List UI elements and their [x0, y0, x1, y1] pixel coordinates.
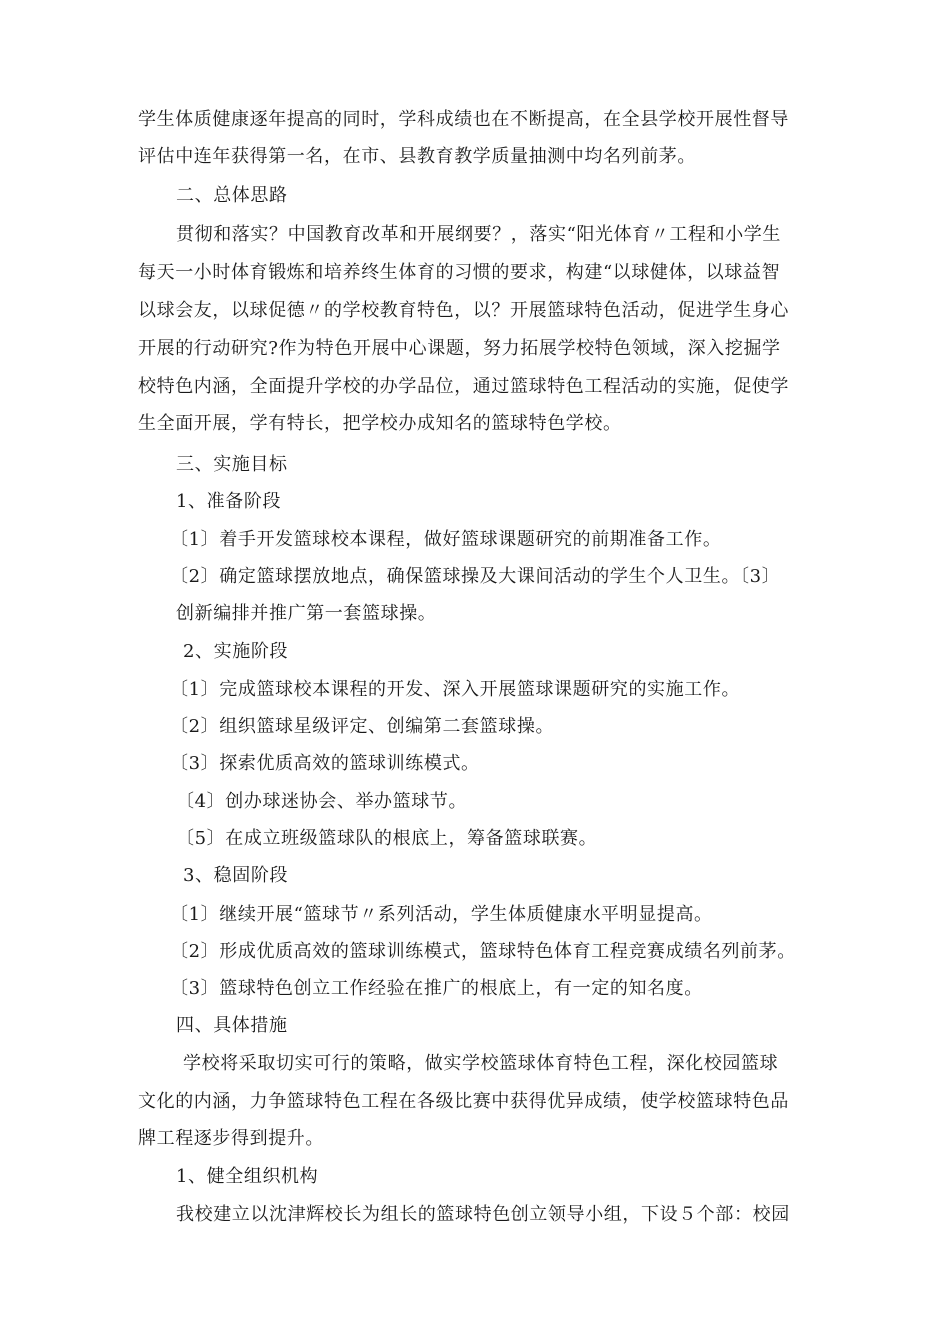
text-line: 我校建立以沈津辉校长为组长的篮球特色创立领导小组，下设５个部：校园: [176, 1204, 790, 1225]
list-item: 〔5〕在成立班级篮球队的根底上，筹备篮球联赛。: [176, 828, 598, 849]
list-item: 〔1〕着手开发篮球校本课程，做好篮球课题研究的前期准备工作。: [170, 529, 722, 550]
section-heading: 二、总体思路: [176, 185, 288, 206]
list-item: 〔2〕组织篮球星级评定、创编第二套篮球操。: [170, 716, 555, 737]
text-line: 文化的内涵，力争篮球特色工程在各级比赛中获得优异成绩，使学校篮球特色品: [138, 1091, 789, 1112]
subsection-heading: 3、稳固阶段: [183, 865, 289, 886]
text-line: 每天一小时体育锻炼和培养终生体育的习惯的要求，构建“以球健体，以球益智: [138, 262, 781, 283]
text-line: 牌工程逐步得到提升。: [138, 1128, 324, 1149]
list-item: 〔2〕确定篮球摆放地点，确保篮球操及大课间活动的学生个人卫生。〔3〕: [170, 566, 781, 587]
list-item: 〔3〕篮球特色创立工作经验在推广的根底上，有一定的知名度。: [170, 978, 703, 999]
text-line: 贯彻和落实？中国教育改革和开展纲要？，落实“阳光体育〃工程和小学生: [176, 224, 781, 245]
list-item: 〔3〕探索优质高效的篮球训练模式。: [170, 753, 480, 774]
section-heading: 三、实施目标: [176, 454, 288, 475]
subsection-heading: 1、准备阶段: [176, 491, 282, 512]
list-item: 〔2〕形成优质高效的篮球训练模式，篮球特色体育工程竞赛成绩名列前茅。: [170, 941, 796, 962]
text-line: 学生体质健康逐年提高的同时，学科成绩也在不断提高，在全县学校开展性督导: [138, 109, 789, 130]
text-line: 学校将采取切实可行的策略，做实学校篮球体育特色工程，深化校园篮球: [183, 1053, 779, 1074]
subsection-heading: 1、健全组织机构: [176, 1166, 319, 1187]
section-heading: 四、具体措施: [176, 1015, 288, 1036]
text-line: 校特色内涵，全面提升学校的办学品位，通过篮球特色工程活动的实施，促使学: [138, 376, 789, 397]
text-line: 以球会友，以球促德〃的学校教育特色，以？开展篮球特色活动，促进学生身心: [138, 300, 789, 321]
text-line: 评估中连年获得第一名，在市、县教育教学质量抽测中均名列前茅。: [138, 146, 696, 167]
text-line: 创新编排并推广第一套篮球操。: [176, 603, 437, 624]
text-line: 生全面开展，学有特长，把学校办成知名的篮球特色学校。: [138, 413, 622, 434]
list-item: 〔1〕完成篮球校本课程的开发、深入开展篮球课题研究的实施工作。: [170, 679, 741, 700]
list-item: 〔4〕创办球迷协会、举办篮球节。: [176, 791, 468, 812]
text-line: 开展的行动研究?作为特色开展中心课题，努力拓展学校特色领域，深入挖掘学: [138, 338, 781, 359]
subsection-heading: 2、实施阶段: [183, 641, 289, 662]
list-item: 〔1〕继续开展“篮球节〃系列活动，学生体质健康水平明显提高。: [170, 904, 713, 925]
